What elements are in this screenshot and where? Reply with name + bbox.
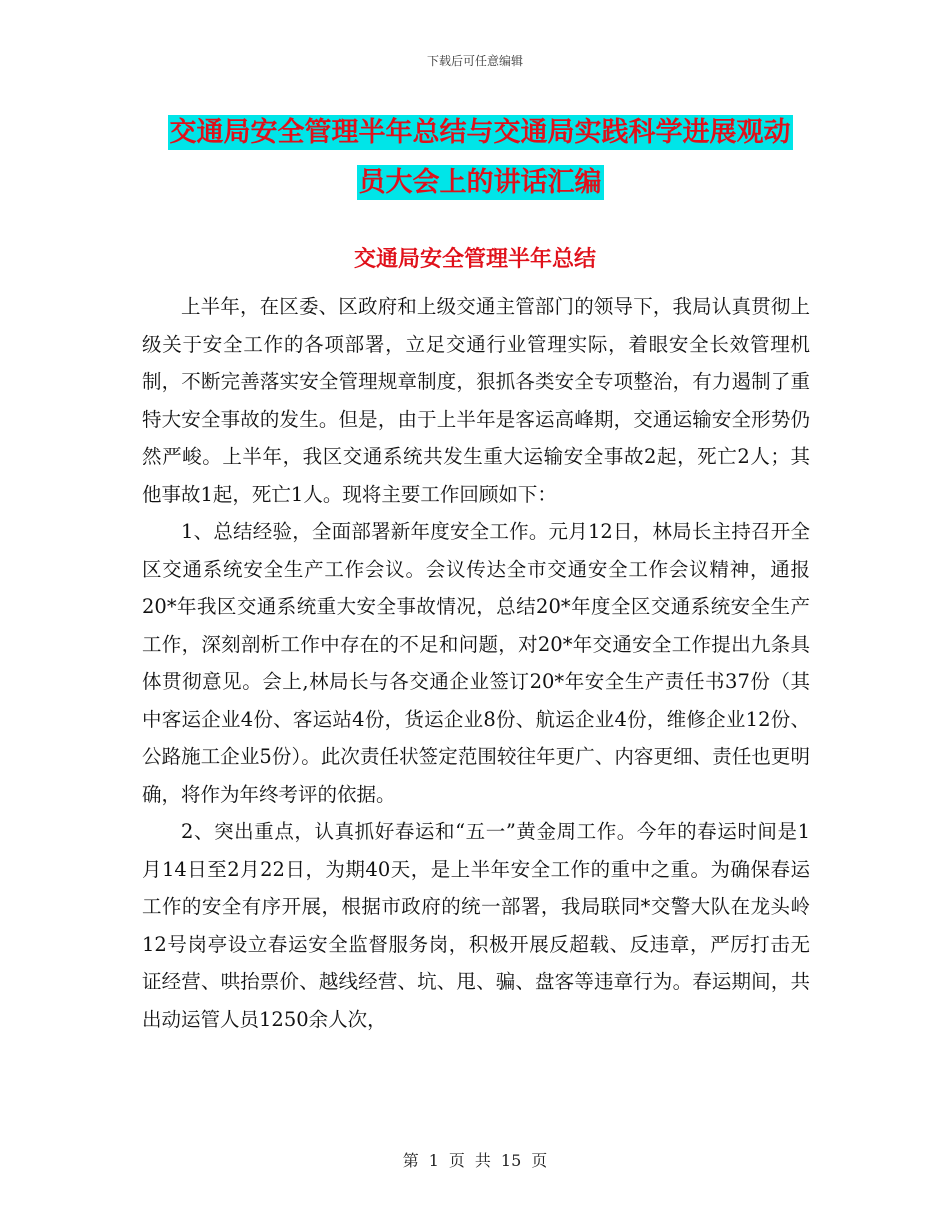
- section-title: 交通局安全管理半年总结: [353, 247, 596, 272]
- document-title: [140, 108, 820, 208]
- paragraph-item-2: 2、突出重点，认真抓好春运和“五一”黄金周工作。今年的春运时间是1月14日至2月22日，为期40天，是上半年安全工作的重中之重。为确保春运工作的安全有序开展，根据市政府的统一部署，我局联同*交警大队在龙头岭12号岗亭设立春运安全监督服务岗，积极开展反超载、反违章，严厉打击无证经营、哄抬票价、越线经营、坑、甩、骗、盘客等违章行为。春运期间，共出动运管人员1250余人次，: [142, 820, 810, 1031]
- total-pages: 15: [500, 1151, 522, 1170]
- body-text: [142, 288, 810, 1038]
- document-title-line-2: 员大会上的讲话汇编: [358, 167, 602, 198]
- total-unit: 页: [531, 1151, 548, 1170]
- header-note: 下载后可任意编辑: [426, 54, 523, 68]
- page-unit: 页: [448, 1151, 465, 1170]
- page-footer: [0, 1148, 950, 1171]
- total-label: 共: [474, 1151, 491, 1170]
- page-label: 第: [402, 1151, 419, 1170]
- document-title-line-1: 交通局安全管理半年总结与交通局实践科学进展观动: [169, 117, 791, 148]
- page-number: 1: [428, 1151, 439, 1170]
- paragraph-item-1: 1、总结经验，全面部署新年度安全工作。元月12日，林局长主持召开全区交通系统安全生产工作会议。会议传达全市交通安全工作会议精神，通报20*年我区交通系统重大安全事故情况，总结20*年度全区交通系统安全生产工作，深刻剖析工作中存在的不足和问题，对20*年交通安全工作提出九条具体贯彻意见。会上,林局长与各交通企业签订20*年安全生产责任书37份（其中客运企业4份、客运站4份，货运企业8份、航运企业4份，维修企业12份、公路施工企业5份）。此次责任状签定范围较往年更广、内容更细、责任也更明确，将作为年终考评的依据。: [142, 520, 810, 806]
- paragraph-intro: 上半年，在区委、区政府和上级交通主管部门的领导下，我局认真贯彻上级关于安全工作的各项部署，立足交通行业管理实际，着眼安全长效管理机制，不断完善落实安全管理规章制度，狠抓各类安全专项整治，有力遏制了重特大安全事故的发生。但是，由于上半年是客运高峰期，交通运输安全形势仍然严峻。上半年，我区交通系统共发生重大运输安全事故2起，死亡2人；其他事故1起，死亡1人。现将主要工作回顾如下：: [142, 295, 810, 506]
